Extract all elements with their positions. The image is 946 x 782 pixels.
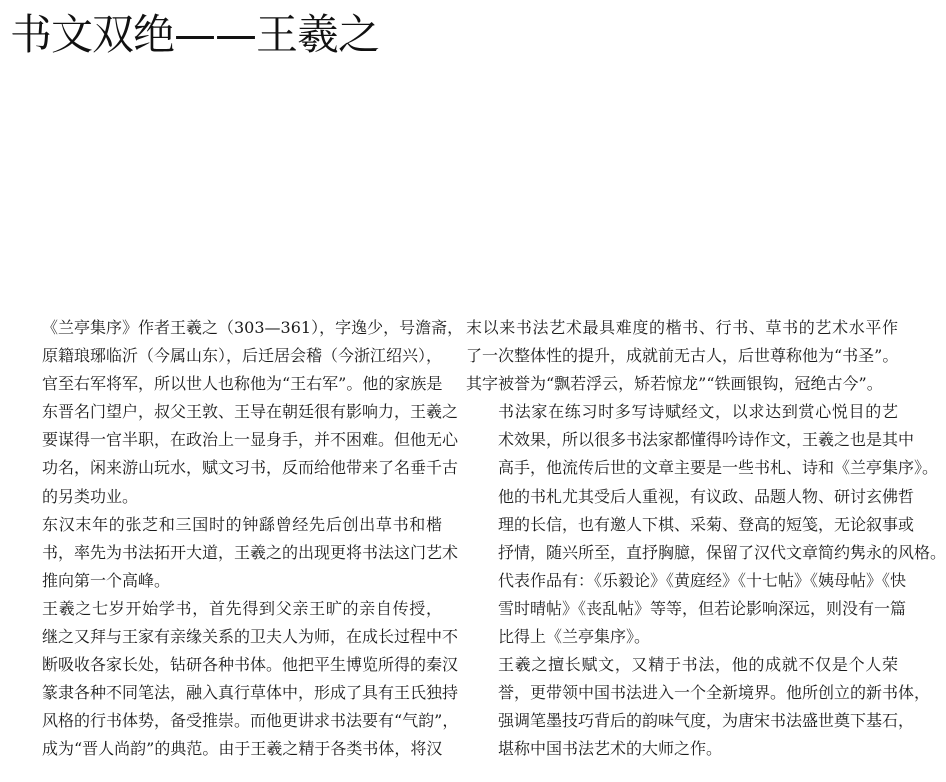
paragraph	[10, 595, 459, 764]
text-line: 推向第一个高峰。	[42, 570, 171, 590]
text-line: 篆隶各种不同笔法，融入真行草体中，形成了具有王氏独持	[42, 683, 459, 703]
text-line: 继之又拜与王家有亲缘关系的卫夫人为师，在成长过程中不	[42, 627, 459, 647]
text-line: 王羲之擅长赋文，又精于书法，他的成就不仅是个人荣	[498, 655, 898, 675]
text-line: 的另类功业。	[42, 486, 139, 506]
text-line: 官至右军将军，所以世人也称他为“王右军”。他的家族是	[42, 374, 443, 394]
page-title: 书文双绝——王羲之	[10, 10, 380, 59]
text-line: 书，率先为书法拓开大道，王羲之的出现更将书法这门艺术	[42, 542, 459, 562]
text-line: 理的长信，也有邀人下棋、采菊、登高的短笺，无论叙事或	[498, 514, 915, 534]
paragraph	[10, 511, 459, 595]
text-line: 强调笔墨技巧背后的韵味气度，为唐宋书法盛世奠下基石，	[498, 711, 915, 731]
text-line: 他的书札尤其受后人重视，有议政、品题人物、研讨玄佛哲	[498, 486, 915, 506]
text-line: 雪时晴帖》《丧乱帖》等等，但若论影响深远，则没有一篇	[498, 598, 907, 618]
paragraph	[466, 651, 931, 763]
text-line: 要谋得一官半职，在政治上一显身手，并不困难。但他无心	[42, 430, 459, 450]
text-line: 书法家在练习时多写诗赋经文，以求达到赏心悦目的艺	[498, 402, 898, 422]
text-line: 堪称中国书法艺术的大师之作。	[498, 739, 723, 759]
text-line: 高手，他流传后世的文章主要是一些书札、诗和《兰亭集序》。	[498, 458, 939, 478]
text-line: 代表作品有：《乐毅论》《黄庭经》《十七帖》《姨母帖》《快	[498, 570, 907, 590]
left-column	[10, 314, 464, 764]
text-line: 末以来书法艺术最具难度的楷书、行书、草书的艺术水平作	[466, 318, 898, 337]
right-column	[466, 314, 946, 764]
text-line: 断吸收各家长处，钻研各种书体。他把平生博览所得的秦汉	[42, 655, 459, 675]
text-line: 《兰亭集序》作者王羲之（303—361），字逸少，号澹斋，	[42, 318, 464, 337]
text-line: 比得上《兰亭集序》。	[498, 627, 651, 647]
text-line: 原籍琅琊临沂（今属山东），后迁居会稽（今浙江绍兴），	[42, 346, 443, 366]
text-line: 了一次整体性的提升，成就前无古人，后世尊称他为“书圣”。	[466, 346, 899, 366]
text-line: 东晋名门望户，叔父王敦、王导在朝廷很有影响力，王羲之	[42, 402, 459, 422]
paragraph	[466, 398, 946, 651]
text-line: 风格的行书体势，备受推崇。而他更讲求书法要有“气韵”，	[42, 711, 459, 731]
text-line: 术效果，所以很多书法家都懂得吟诗作文，王羲之也是其中	[498, 430, 915, 450]
text-line: 成为“晋人尚韵”的典范。由于王羲之精于各类书体，将汉	[42, 739, 443, 759]
paragraph	[466, 314, 898, 398]
text-line: 王羲之七岁开始学书，首先得到父亲王旷的亲自传授，	[42, 598, 442, 618]
text-line: 誉，更带领中国书法进入一个全新境界。他所创立的新书体，	[498, 683, 931, 703]
text-line: 抒情，随兴所至，直抒胸臆，保留了汉代文章简约隽永的风格。	[498, 542, 946, 562]
paragraph	[10, 314, 464, 511]
text-line: 功名，闲来游山玩水，赋文习书，反而给他带来了名垂千古	[42, 458, 459, 478]
text-line: 东汉末年的张芝和三国时的钟繇曾经先后创出草书和楷	[42, 514, 442, 534]
text-line: 其字被誉为“飘若浮云，矫若惊龙”“铁画银钩，冠绝古今”。	[466, 374, 883, 394]
